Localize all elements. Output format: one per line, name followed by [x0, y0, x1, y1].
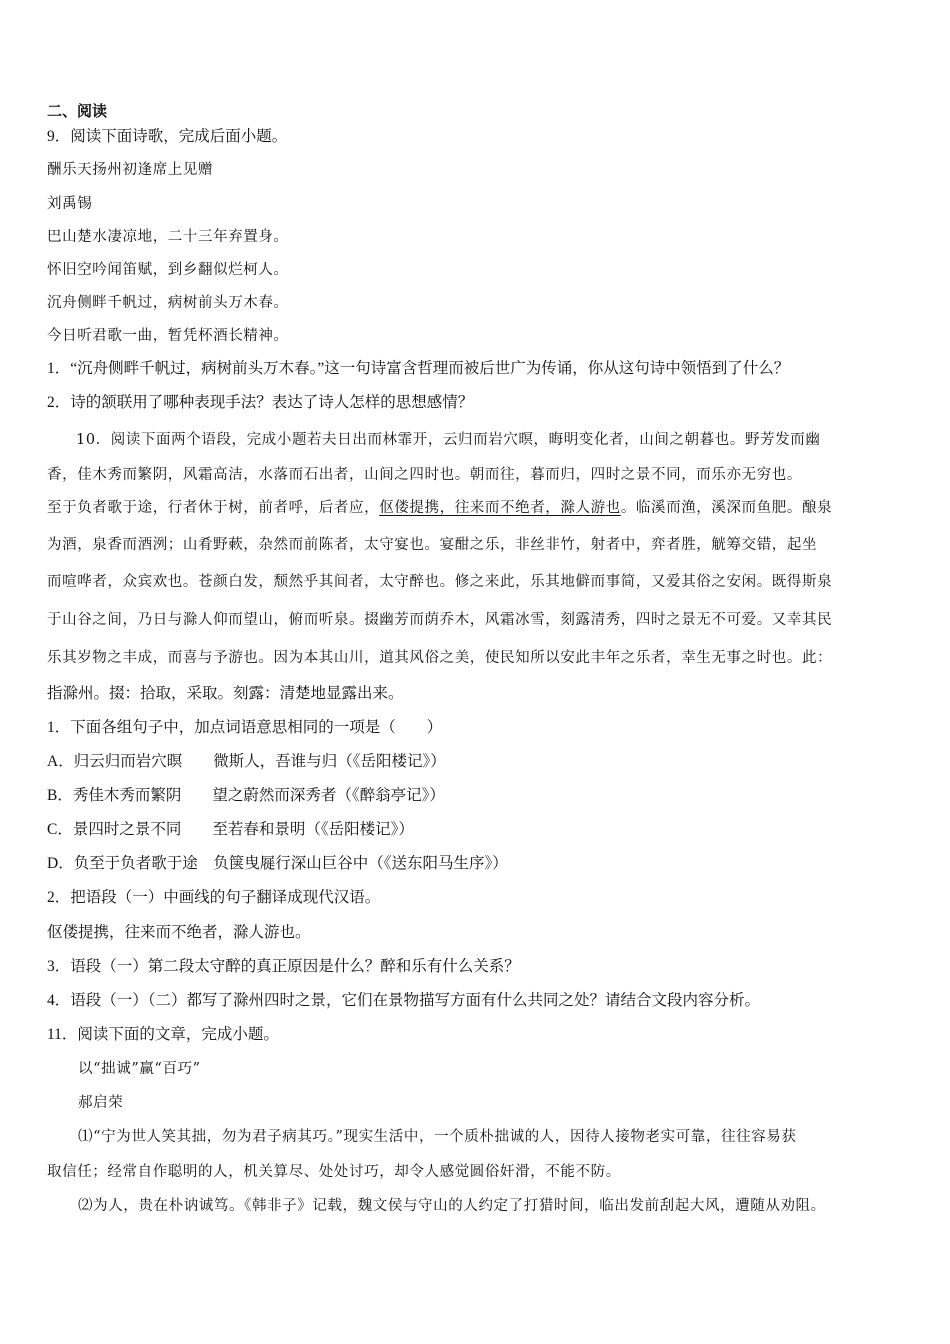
q10-annotation: 指滁州。掇：拾取，采取。刻露：清楚地显露出来。 — [47, 685, 404, 702]
passage-text: 至于负者歌于途，行者休于树，前者呼，后者应， — [47, 500, 380, 516]
q9-question-1: 1．“沉舟侧畔千帆过，病树前头万木春。”这一句诗富含哲理而被后世广为传诵，你从这句诗中领悟到了什么？ — [47, 360, 790, 377]
option-b: B．秀佳木秀而繁阴 望之蔚然而深秀者（《醉翁亭记》） — [47, 787, 445, 804]
q10-passage-line-underlined — [47, 498, 832, 518]
option-d: D．负至于负者歌于途 负箧曳屣行深山巨谷中（《送东阳马生序》） — [47, 855, 508, 872]
q10-passage-line: 于山谷之间，乃日与滁人仰而望山，俯而听泉。掇幽芳而荫乔木，风霜冰雪，刻露清秀，四时之景无不可爱。又幸其民 — [47, 612, 833, 628]
section-title: 二、阅读 — [47, 103, 108, 120]
q9-intro: 9．阅读下面诗歌，完成后面小题。 — [47, 128, 288, 145]
poem-line: 怀旧空吟闻笛赋，到乡翻似烂柯人。 — [47, 262, 289, 278]
q10-passage-line: 香，佳木秀而繁阴，风霜高洁，水落而石出者，山间之四时也。朝而往，暮而归，四时之景不同，而乐亦无穷也。 — [47, 467, 802, 483]
article-paragraph: ⑴“宁为世人笑其拙，勿为君子病其巧。”现实生活中，一个质朴拙诚的人，因待人接物老实可靠，往往容易获 — [78, 1129, 797, 1145]
q10-passage-line: 而喧哗者，众宾欢也。苍颜白发，颓然乎其间者，太守醉也。修之来此，乐其地僻而事简，又爱其俗之安闲。既得斯泉 — [47, 574, 833, 590]
article-author: 郝启荣 — [78, 1095, 124, 1111]
poem-line: 巴山楚水凄凉地，二十三年弃置身。 — [47, 229, 289, 245]
q11-intro: 11．阅读下面的文章，完成小题。 — [47, 1026, 279, 1043]
option-a: A．归云归而岩穴暝 微斯人，吾谁与归（《岳阳楼记》） — [47, 753, 446, 770]
q9-question-2: 2．诗的颔联用了哪种表现手法？表达了诗人怎样的思想感情？ — [47, 394, 474, 411]
q10-question-1: 1．下面各组句子中，加点词语意思相同的一项是（ ） — [47, 719, 443, 736]
poem-line: 沉舟侧畔千帆过，病树前头万木春。 — [47, 295, 289, 311]
q10-passage-line: 10．阅读下面两个语段，完成小题若夫日出而林霏开，云归而岩穴暝，晦明变化者，山间之朝暮也。野芳发而幽 — [76, 432, 821, 448]
passage-text: 。临溪而渔，溪深而鱼肥。酿泉 — [620, 500, 833, 516]
poem-author: 刘禹锡 — [47, 196, 93, 212]
q10-question-2: 2．把语段（一）中画线的句子翻译成现代汉语。 — [47, 889, 381, 906]
underlined-sentence: 伛偻提携，往来而不绝者，滁人游也 — [379, 500, 621, 516]
q10-question-3: 3．语段（一）第二段太守醉的真正原因是什么？醉和乐有什么关系？ — [47, 958, 520, 975]
poem-line: 今日听君歌一曲，暂凭杯酒长精神。 — [47, 328, 289, 344]
q10-passage-line: 乐其岁物之丰成，而喜与予游也。因为本其山川，道其风俗之美，使民知所以安此丰年之乐者，幸生无事之时也。此： — [47, 650, 833, 666]
article-title: 以“拙诚”赢“百巧” — [78, 1061, 201, 1077]
q10-passage-line: 为酒，泉香而酒洌；山肴野蔌，杂然而前陈者，太守宴也。宴酣之乐，非丝非竹，射者中，弈者胜，觥筹交错，起坐 — [47, 537, 818, 553]
article-paragraph: 取信任；经常自作聪明的人，机关算尽、处处讨巧，却令人感觉圆俗奸滑，不能不防。 — [47, 1164, 621, 1180]
q10-question-4: 4．语段（一）（二）都写了滁州四时之景，它们在景物描写方面有什么共同之处？请结合文段内容分析。 — [47, 992, 761, 1009]
poem-title: 酬乐天扬州初逢席上见赠 — [47, 162, 214, 178]
q10-translate-sentence: 伛偻提携，往来而不绝者，滁人游也。 — [47, 924, 311, 941]
article-paragraph: ⑵为人，贵在朴讷诚笃。《韩非子》记载，魏文侯与守山的人约定了打猎时间，临出发前刮起大风，遭随从劝阻。 — [78, 1198, 826, 1214]
option-c: C．景四时之景不同 至若春和景明（《岳阳楼记》） — [47, 821, 414, 838]
